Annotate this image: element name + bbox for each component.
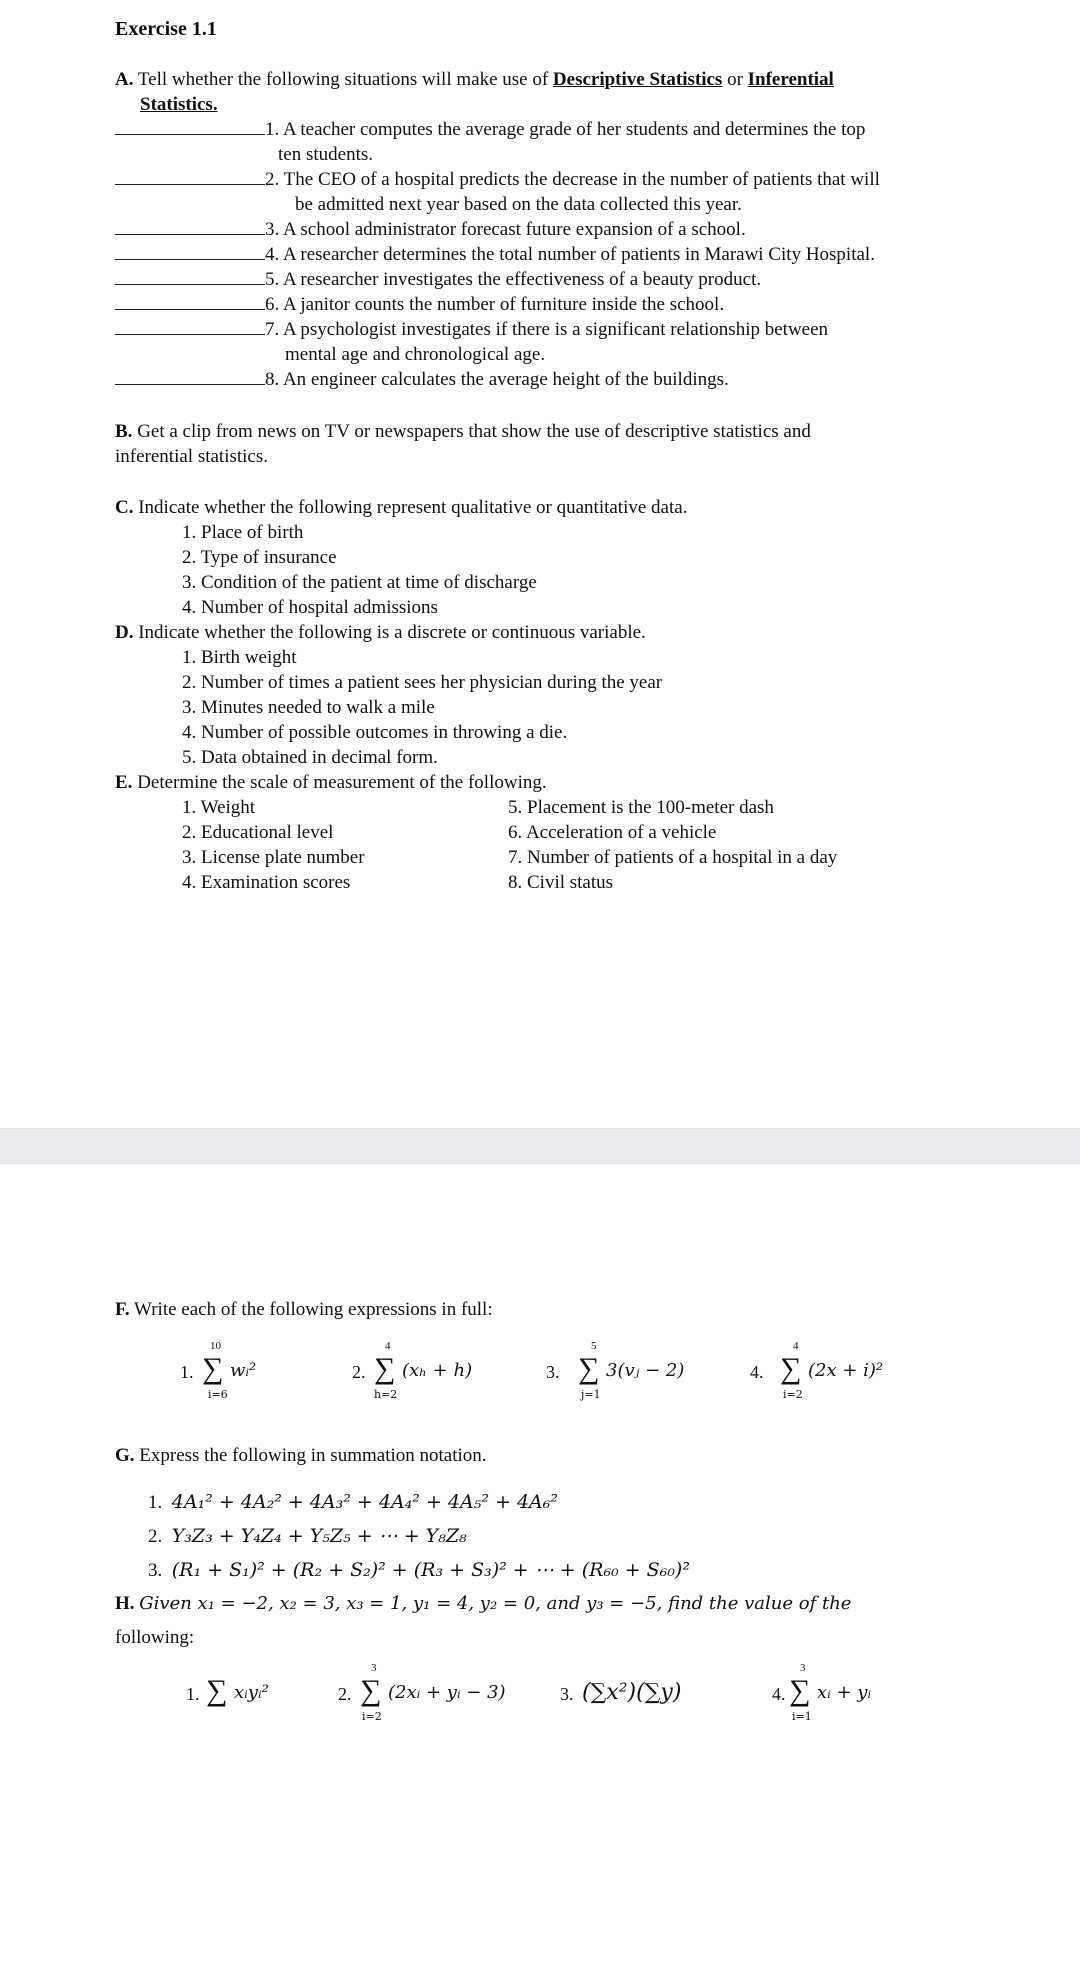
sigma-icon: ∑ xyxy=(578,1352,600,1385)
g-expr: 4A₁² + 4A₂² + 4A₃² + 4A₄² + 4A₅² + 4A₆² xyxy=(171,1491,559,1513)
e-item: 7. Number of patients of a hospital in a day xyxy=(508,847,838,868)
exercise-title: Exercise 1.1 xyxy=(115,18,217,40)
a-item-text: The CEO of a hospital predicts the decrease in the number of patients that will xyxy=(283,169,880,190)
d-item: 5. Data obtained in decimal form. xyxy=(182,747,438,768)
answer-blank-2[interactable] xyxy=(115,183,265,185)
f-num: 2. xyxy=(352,1362,366,1382)
section-b-text: Get a clip from news on TV or newspapers that show the use of descriptive statistics and xyxy=(137,421,811,442)
d-item: 2. Number of times a patient sees her physician during the year xyxy=(182,672,663,693)
f-num: 4. xyxy=(750,1362,764,1382)
h-expr: (2xᵢ + yᵢ − 3) xyxy=(388,1682,506,1703)
f-expr: (xₕ + h) xyxy=(402,1360,473,1381)
g-expr: (R₁ + S₁)² + (R₂ + S₂)² + (R₃ + S₃)² + ⋯ + (R₆₀ + S₆₀)² xyxy=(171,1559,690,1581)
e-item: 1. Weight xyxy=(182,797,256,818)
sigma-icon: ∑ xyxy=(202,1352,224,1385)
a-item-2 xyxy=(115,168,880,192)
h-num: 4. xyxy=(772,1684,786,1704)
sum-lower: i=2 xyxy=(362,1710,382,1723)
sum-upper: 3 xyxy=(800,1662,806,1674)
e-item: 6. Acceleration of a vehicle xyxy=(508,822,717,843)
sum-upper: 10 xyxy=(210,1340,221,1352)
page-separator xyxy=(0,1128,1080,1164)
f-expr: wᵢ² xyxy=(230,1360,257,1381)
a-item-2-cont: be admitted next year based on the data collected this year. xyxy=(295,194,742,215)
a-item-7-cont: mental age and chronological age. xyxy=(285,344,546,365)
section-e-intro xyxy=(115,771,547,795)
section-e-text: Determine the scale of measurement of the following. xyxy=(137,772,547,793)
section-a-letter: A. xyxy=(115,69,134,90)
a-item-5 xyxy=(115,268,761,292)
f-expr: 3(vⱼ − 2) xyxy=(606,1360,685,1381)
e-item: 8. Civil status xyxy=(508,872,614,893)
a-item-num: 8. xyxy=(265,369,280,390)
section-d-text: Indicate whether the following is a discrete or continuous variable. xyxy=(138,622,646,643)
a-item-num: 7. xyxy=(265,319,280,340)
section-h-line1 xyxy=(115,1592,851,1616)
section-c-text: Indicate whether the following represent qualitative or quantitative data. xyxy=(138,497,688,518)
e-item: 4. Examination scores xyxy=(182,872,351,893)
sum-upper: 4 xyxy=(793,1340,799,1352)
section-b-line1 xyxy=(115,420,811,444)
sigma-icon: ∑ xyxy=(789,1674,811,1707)
g-item-3 xyxy=(148,1558,690,1583)
e-item: 5. Placement is the 100-meter dash xyxy=(508,797,774,818)
section-a-intro xyxy=(115,68,967,92)
term-inferential: Inferential xyxy=(747,69,834,90)
section-f-letter: F. xyxy=(115,1299,130,1320)
a-item-text: An engineer calculates the average height of the buildings. xyxy=(282,369,729,390)
answer-blank-7[interactable] xyxy=(115,333,265,335)
section-b-line2: inferential statistics. xyxy=(115,446,269,467)
h-num: 3. xyxy=(560,1684,574,1704)
term-descriptive: Descriptive Statistics xyxy=(552,69,723,90)
c-item: 4. Number of hospital admissions xyxy=(182,597,438,618)
c-item: 3. Condition of the patient at time of discharge xyxy=(182,572,537,593)
answer-blank-3[interactable] xyxy=(115,233,265,235)
a-item-text: A researcher determines the total number of patients in Marawi City Hospital. xyxy=(282,244,875,265)
section-b-letter: B. xyxy=(115,421,133,442)
g-expr: Y₃Z₃ + Y₄Z₄ + Y₅Z₅ + ⋯ + Y₈Z₈ xyxy=(171,1525,467,1547)
a-item-1-cont: ten students. xyxy=(278,144,373,165)
g-num: 1. xyxy=(148,1492,163,1513)
a-item-7 xyxy=(115,318,828,342)
section-h-letter: H. xyxy=(115,1593,135,1614)
section-f-intro xyxy=(115,1298,493,1322)
d-item: 1. Birth weight xyxy=(182,647,297,668)
a-item-text: A researcher investigates the effectiveness of a beauty product. xyxy=(282,269,762,290)
a-item-3 xyxy=(115,218,746,242)
answer-blank-1[interactable] xyxy=(115,133,265,135)
a-item-num: 1. xyxy=(265,119,280,140)
d-item: 3. Minutes needed to walk a mile xyxy=(182,697,435,718)
section-h-text: Given x₁ = −2, x₂ = 3, x₃ = 1, y₁ = 4, y₂ = 0, and y₃ = −5, find the value of the xyxy=(139,1593,852,1614)
section-h-line2: following: xyxy=(115,1627,195,1648)
a-item-num: 3. xyxy=(265,219,280,240)
sum-lower: i=6 xyxy=(208,1388,228,1401)
sum-lower: j=1 xyxy=(581,1388,601,1401)
f-num: 1. xyxy=(180,1362,194,1382)
answer-blank-6[interactable] xyxy=(115,308,265,310)
answer-blank-5[interactable] xyxy=(115,283,265,285)
section-g-text: Express the following in summation notation. xyxy=(139,1445,487,1466)
term-inferential-line2: Statistics. xyxy=(140,94,218,115)
sum-lower: i=2 xyxy=(783,1388,803,1401)
c-item: 1. Place of birth xyxy=(182,522,304,543)
e-item: 3. License plate number xyxy=(182,847,365,868)
section-c-intro xyxy=(115,496,687,520)
section-g-letter: G. xyxy=(115,1445,135,1466)
d-item: 4. Number of possible outcomes in throwing a die. xyxy=(182,722,568,743)
a-item-num: 5. xyxy=(265,269,280,290)
connector-or: or xyxy=(727,69,743,90)
section-c-letter: C. xyxy=(115,497,134,518)
section-d-intro xyxy=(115,621,646,645)
section-e-letter: E. xyxy=(115,772,133,793)
e-item: 2. Educational level xyxy=(182,822,334,843)
g-item-1 xyxy=(148,1490,558,1515)
a-item-num: 2. xyxy=(265,169,280,190)
a-item-num: 4. xyxy=(265,244,280,265)
sum-lower: i=1 xyxy=(792,1710,812,1723)
g-num: 3. xyxy=(148,1560,163,1581)
a-item-text: A school administrator forecast future expansion of a school. xyxy=(282,219,746,240)
h-expr: xᵢ + yᵢ xyxy=(817,1682,872,1703)
section-g-intro xyxy=(115,1444,487,1468)
sum-upper: 3 xyxy=(371,1662,377,1674)
sigma-icon: ∑ xyxy=(206,1674,228,1707)
sum-upper: 4 xyxy=(385,1340,391,1352)
sum-upper: 5 xyxy=(591,1340,597,1352)
c-item: 2. Type of insurance xyxy=(182,547,337,568)
section-f-text: Write each of the following expressions in full: xyxy=(134,1299,493,1320)
a-item-text: A janitor counts the number of furniture inside the school. xyxy=(282,294,725,315)
a-item-1 xyxy=(115,118,865,142)
sigma-icon: ∑ xyxy=(780,1352,802,1385)
a-item-8 xyxy=(115,368,729,392)
a-item-num: 6. xyxy=(265,294,280,315)
answer-blank-4[interactable] xyxy=(115,258,265,260)
f-expr: (2x + i)² xyxy=(808,1360,884,1381)
a-item-6 xyxy=(115,293,724,317)
g-num: 2. xyxy=(148,1526,163,1547)
h-expr: xᵢyᵢ² xyxy=(234,1682,269,1703)
a-item-4 xyxy=(115,243,875,267)
sigma-icon: ∑ xyxy=(360,1674,382,1707)
g-item-2 xyxy=(148,1524,467,1549)
sigma-icon: ∑ xyxy=(374,1352,396,1385)
h-expr: (∑x²)(∑y) xyxy=(582,1680,682,1705)
f-num: 3. xyxy=(546,1362,560,1382)
page-2 xyxy=(0,1164,1080,1961)
answer-blank-8[interactable] xyxy=(115,383,265,385)
section-a-intro-text: Tell whether the following situations will make use of xyxy=(137,69,549,90)
sum-lower: h=2 xyxy=(374,1388,398,1401)
a-item-text: A psychologist investigates if there is a significant relationship between xyxy=(282,319,829,340)
h-num: 2. xyxy=(338,1684,352,1704)
section-d-letter: D. xyxy=(115,622,134,643)
a-item-text: A teacher computes the average grade of her students and determines the top xyxy=(282,119,866,140)
h-num: 1. xyxy=(186,1684,200,1704)
